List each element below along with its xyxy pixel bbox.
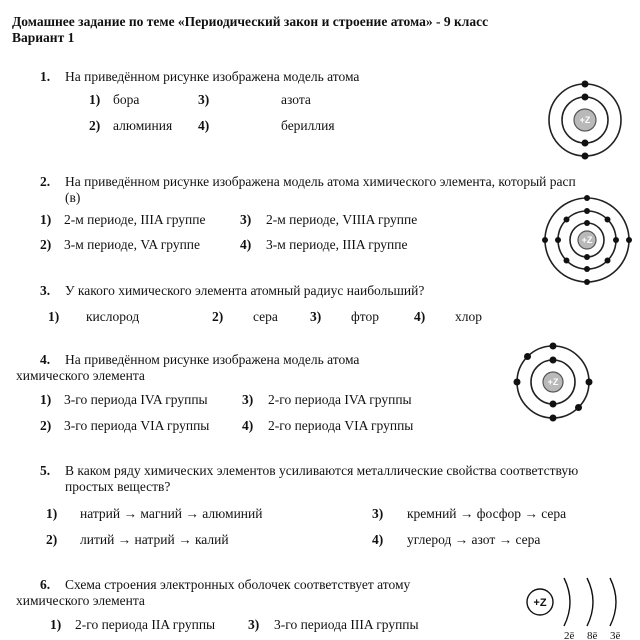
q4-option-4[interactable]: 2-го периода VIA группы bbox=[268, 418, 414, 433]
q2-option-3-num: 3) bbox=[240, 212, 252, 227]
q4-option-3[interactable]: 2-го периода IVA группы bbox=[268, 392, 412, 407]
q4-number: 4. bbox=[40, 352, 51, 367]
q2-option-2[interactable]: 3-м периоде, VA группе bbox=[64, 237, 201, 252]
q4-text-continued: химического элемента bbox=[16, 368, 145, 383]
q3-option-4[interactable]: хлор bbox=[455, 309, 482, 324]
q3-option-2-num: 2) bbox=[212, 309, 224, 324]
q6-text: Схема строения электронных оболочек соответствует атому bbox=[65, 577, 411, 592]
q3-option-1[interactable]: кислород bbox=[86, 309, 140, 324]
q4-option-1[interactable]: 3-го периода IVA группы bbox=[64, 392, 208, 407]
q5-option-4-num: 4) bbox=[372, 532, 384, 547]
q1-text: На приведённом рисунке изображена модель атома bbox=[65, 69, 360, 84]
q3-option-4-num: 4) bbox=[414, 309, 426, 324]
q6-number: 6. bbox=[40, 577, 51, 592]
q1-option-4[interactable]: бериллия bbox=[281, 118, 335, 133]
q1-option-3[interactable]: азота bbox=[281, 92, 311, 107]
q3-option-3-num: 3) bbox=[310, 309, 322, 324]
q4-text: На приведённом рисунке изображена модель атома bbox=[65, 352, 360, 367]
q6-text-continued: химического элемента bbox=[16, 593, 145, 608]
q4-option-3-num: 3) bbox=[242, 392, 254, 407]
q2-text-continued: (в) bbox=[65, 190, 81, 205]
q2-option-1[interactable]: 2-м периоде, IIIA группе bbox=[64, 212, 206, 227]
atom-model-q2 bbox=[542, 195, 632, 285]
q5-number: 5. bbox=[40, 463, 51, 478]
shell-label-2: 8ē bbox=[587, 630, 598, 640]
q1-option-2[interactable]: алюминия bbox=[113, 118, 173, 133]
q4-option-4-num: 4) bbox=[242, 418, 254, 433]
nucleus-label: +Z bbox=[533, 597, 547, 609]
q3-text: У какого химического элемента атомный радиус наибольший? bbox=[65, 283, 425, 298]
q5-text-continued: простых веществ? bbox=[65, 479, 171, 494]
q2-option-4-num: 4) bbox=[240, 237, 252, 252]
q5-option-3-num: 3) bbox=[372, 506, 384, 521]
page-title: Домашнее задание по теме «Периодический закон и строение атома» - 9 класс bbox=[12, 14, 489, 29]
q6-option-1[interactable]: 2-го периода IIA группы bbox=[75, 617, 216, 632]
q3-option-3[interactable]: фтор bbox=[351, 309, 379, 324]
q2-option-4[interactable]: 3-м периоде, IIIA группе bbox=[266, 237, 408, 252]
nucleus-label: +Z bbox=[547, 377, 559, 387]
q5-text: В каком ряду химических элементов усиливаются металлические свойства соответствую bbox=[65, 463, 579, 478]
q1-number: 1. bbox=[40, 69, 51, 84]
q4-option-1-num: 1) bbox=[40, 392, 52, 407]
electron-shell-scheme bbox=[520, 575, 640, 640]
q1-option-4-num: 4) bbox=[198, 118, 210, 133]
q3-number: 3. bbox=[40, 283, 51, 298]
shell-label-3: 3ē bbox=[610, 630, 621, 640]
q1-option-1[interactable]: бора bbox=[113, 92, 140, 107]
q6-option-1-num: 1) bbox=[50, 617, 62, 632]
shell-label-1: 2ē bbox=[564, 630, 575, 640]
q5-option-2[interactable]: литий → натрий → калий bbox=[80, 532, 229, 547]
q6-option-3[interactable]: 3-го периода IIIA группы bbox=[274, 617, 419, 632]
q2-text: На приведённом рисунке изображена модель атома химического элемента, который расп bbox=[65, 174, 576, 189]
q1-option-2-num: 2) bbox=[89, 118, 101, 133]
atom-model-q1 bbox=[545, 80, 625, 160]
q5-option-1-num: 1) bbox=[46, 506, 58, 521]
variant-label: Вариант 1 bbox=[12, 30, 75, 45]
q1-option-3-num: 3) bbox=[198, 92, 210, 107]
nucleus-label: +Z bbox=[579, 115, 591, 125]
nucleus-label: +Z bbox=[581, 235, 593, 245]
q2-number: 2. bbox=[40, 174, 51, 189]
q5-option-3[interactable]: кремний → фосфор → сера bbox=[407, 506, 567, 521]
atom-model-q4 bbox=[513, 342, 593, 422]
q5-option-4[interactable]: углерод → азот → сера bbox=[407, 532, 541, 547]
q4-option-2[interactable]: 3-го периода VIA группы bbox=[64, 418, 210, 433]
q2-option-3[interactable]: 2-м периоде, VIIIA группе bbox=[266, 212, 418, 227]
q6-option-3-num: 3) bbox=[248, 617, 260, 632]
q2-option-1-num: 1) bbox=[40, 212, 52, 227]
q5-option-1[interactable]: натрий → магний → алюминий bbox=[80, 506, 263, 521]
q3-option-2[interactable]: сера bbox=[253, 309, 278, 324]
q1-option-1-num: 1) bbox=[89, 92, 101, 107]
q3-option-1-num: 1) bbox=[48, 309, 60, 324]
q2-option-2-num: 2) bbox=[40, 237, 52, 252]
q5-option-2-num: 2) bbox=[46, 532, 58, 547]
q4-option-2-num: 2) bbox=[40, 418, 52, 433]
